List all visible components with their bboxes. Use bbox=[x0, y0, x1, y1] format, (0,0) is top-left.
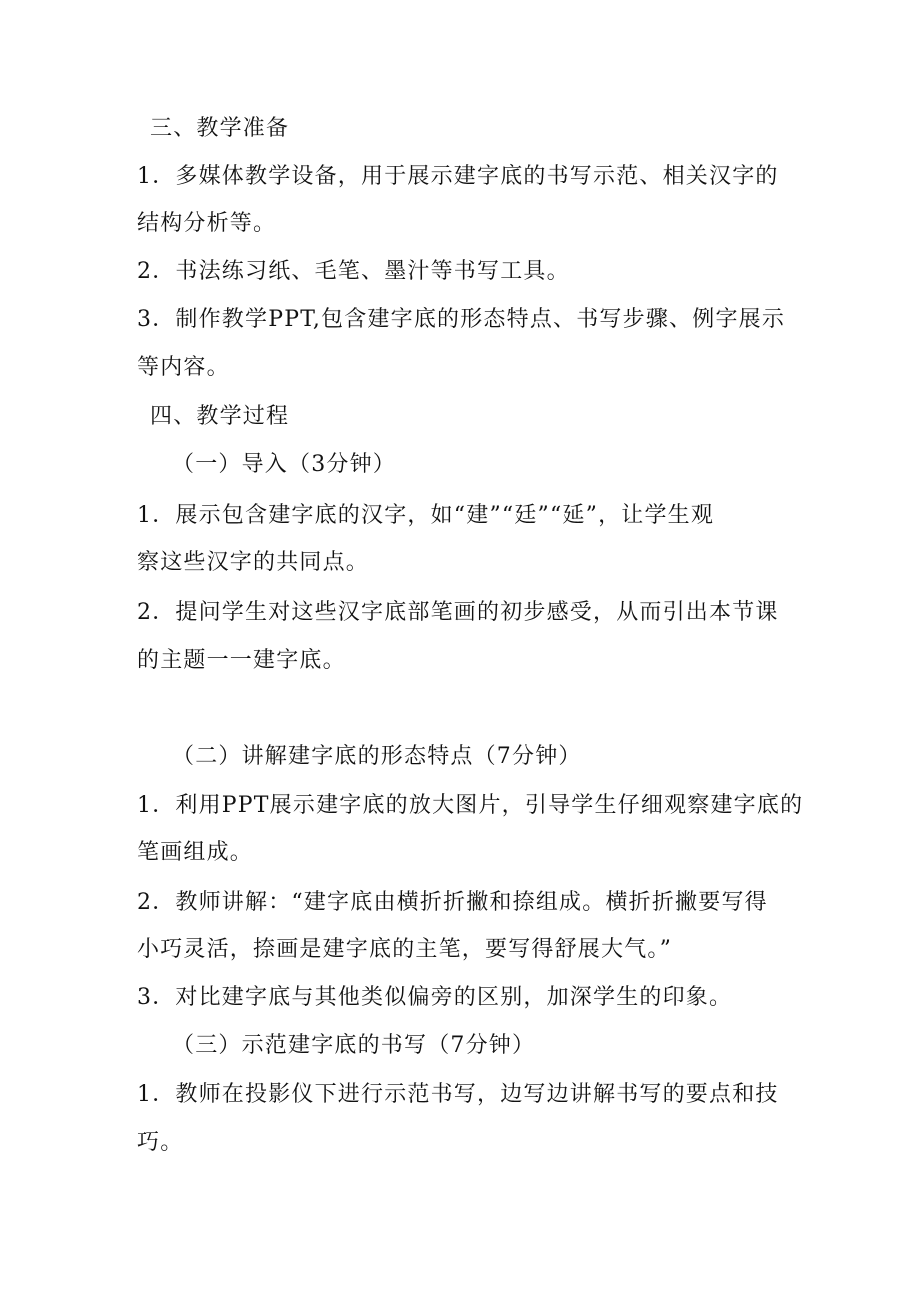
section-heading-preparation: 三、教学准备 bbox=[150, 116, 290, 141]
intro-item-1-line-2: 察这些汉字的共同点。 bbox=[137, 550, 370, 575]
subsection-heading-intro: （一）导入（3分钟） bbox=[172, 452, 396, 477]
demo-item-1-line-2: 巧。 bbox=[137, 1130, 184, 1155]
list-item-3-line-1: 3．制作教学PPT,包含建字底的形态特点、书写步骤、例字展示 bbox=[137, 307, 786, 332]
features-item-2-line-2: 小巧灵活，捺画是建字底的主笔，要写得舒展大气。” bbox=[137, 937, 673, 962]
list-item-3-line-2: 等内容。 bbox=[137, 355, 230, 380]
demo-item-1-line-1: 1．教师在投影仪下进行示范书写，边写边讲解书写的要点和技 bbox=[137, 1082, 779, 1107]
subsection-heading-demo: （三）示范建字底的书写（7分钟） bbox=[172, 1033, 536, 1058]
features-item-1-line-1: 1．利用PPT展示建字底的放大图片，引导学生仔细观察建字底的 bbox=[137, 793, 804, 818]
section-heading-process: 四、教学过程 bbox=[150, 404, 290, 429]
features-item-3-line-1: 3．对比建字底与其他类似偏旁的区别，加深学生的印象。 bbox=[137, 985, 733, 1010]
subsection-heading-features: （二）讲解建字底的形态特点（7分钟） bbox=[172, 744, 582, 769]
intro-item-2-line-2: 的主题一一建字底。 bbox=[137, 648, 346, 673]
list-item-1-line-2: 结构分析等。 bbox=[137, 211, 277, 236]
features-item-1-line-2: 笔画组成。 bbox=[137, 840, 254, 865]
features-item-2-line-1: 2．教师讲解：“建字底由横折折撇和捺组成。横折折撇要写得 bbox=[137, 890, 768, 915]
list-item-1-line-1: 1．多媒体教学设备，用于展示建字底的书写示范、相关汉字的 bbox=[137, 164, 779, 189]
intro-item-1-line-1: 1．展示包含建字底的汉字，如“建”“廷”“延”，让学生观 bbox=[137, 503, 715, 528]
intro-item-2-line-1: 2．提问学生对这些汉字底部笔画的初步感受，从而引出本节课 bbox=[137, 600, 779, 625]
list-item-2-line-1: 2．书法练习纸、毛笔、墨汁等书写工具。 bbox=[137, 259, 570, 284]
